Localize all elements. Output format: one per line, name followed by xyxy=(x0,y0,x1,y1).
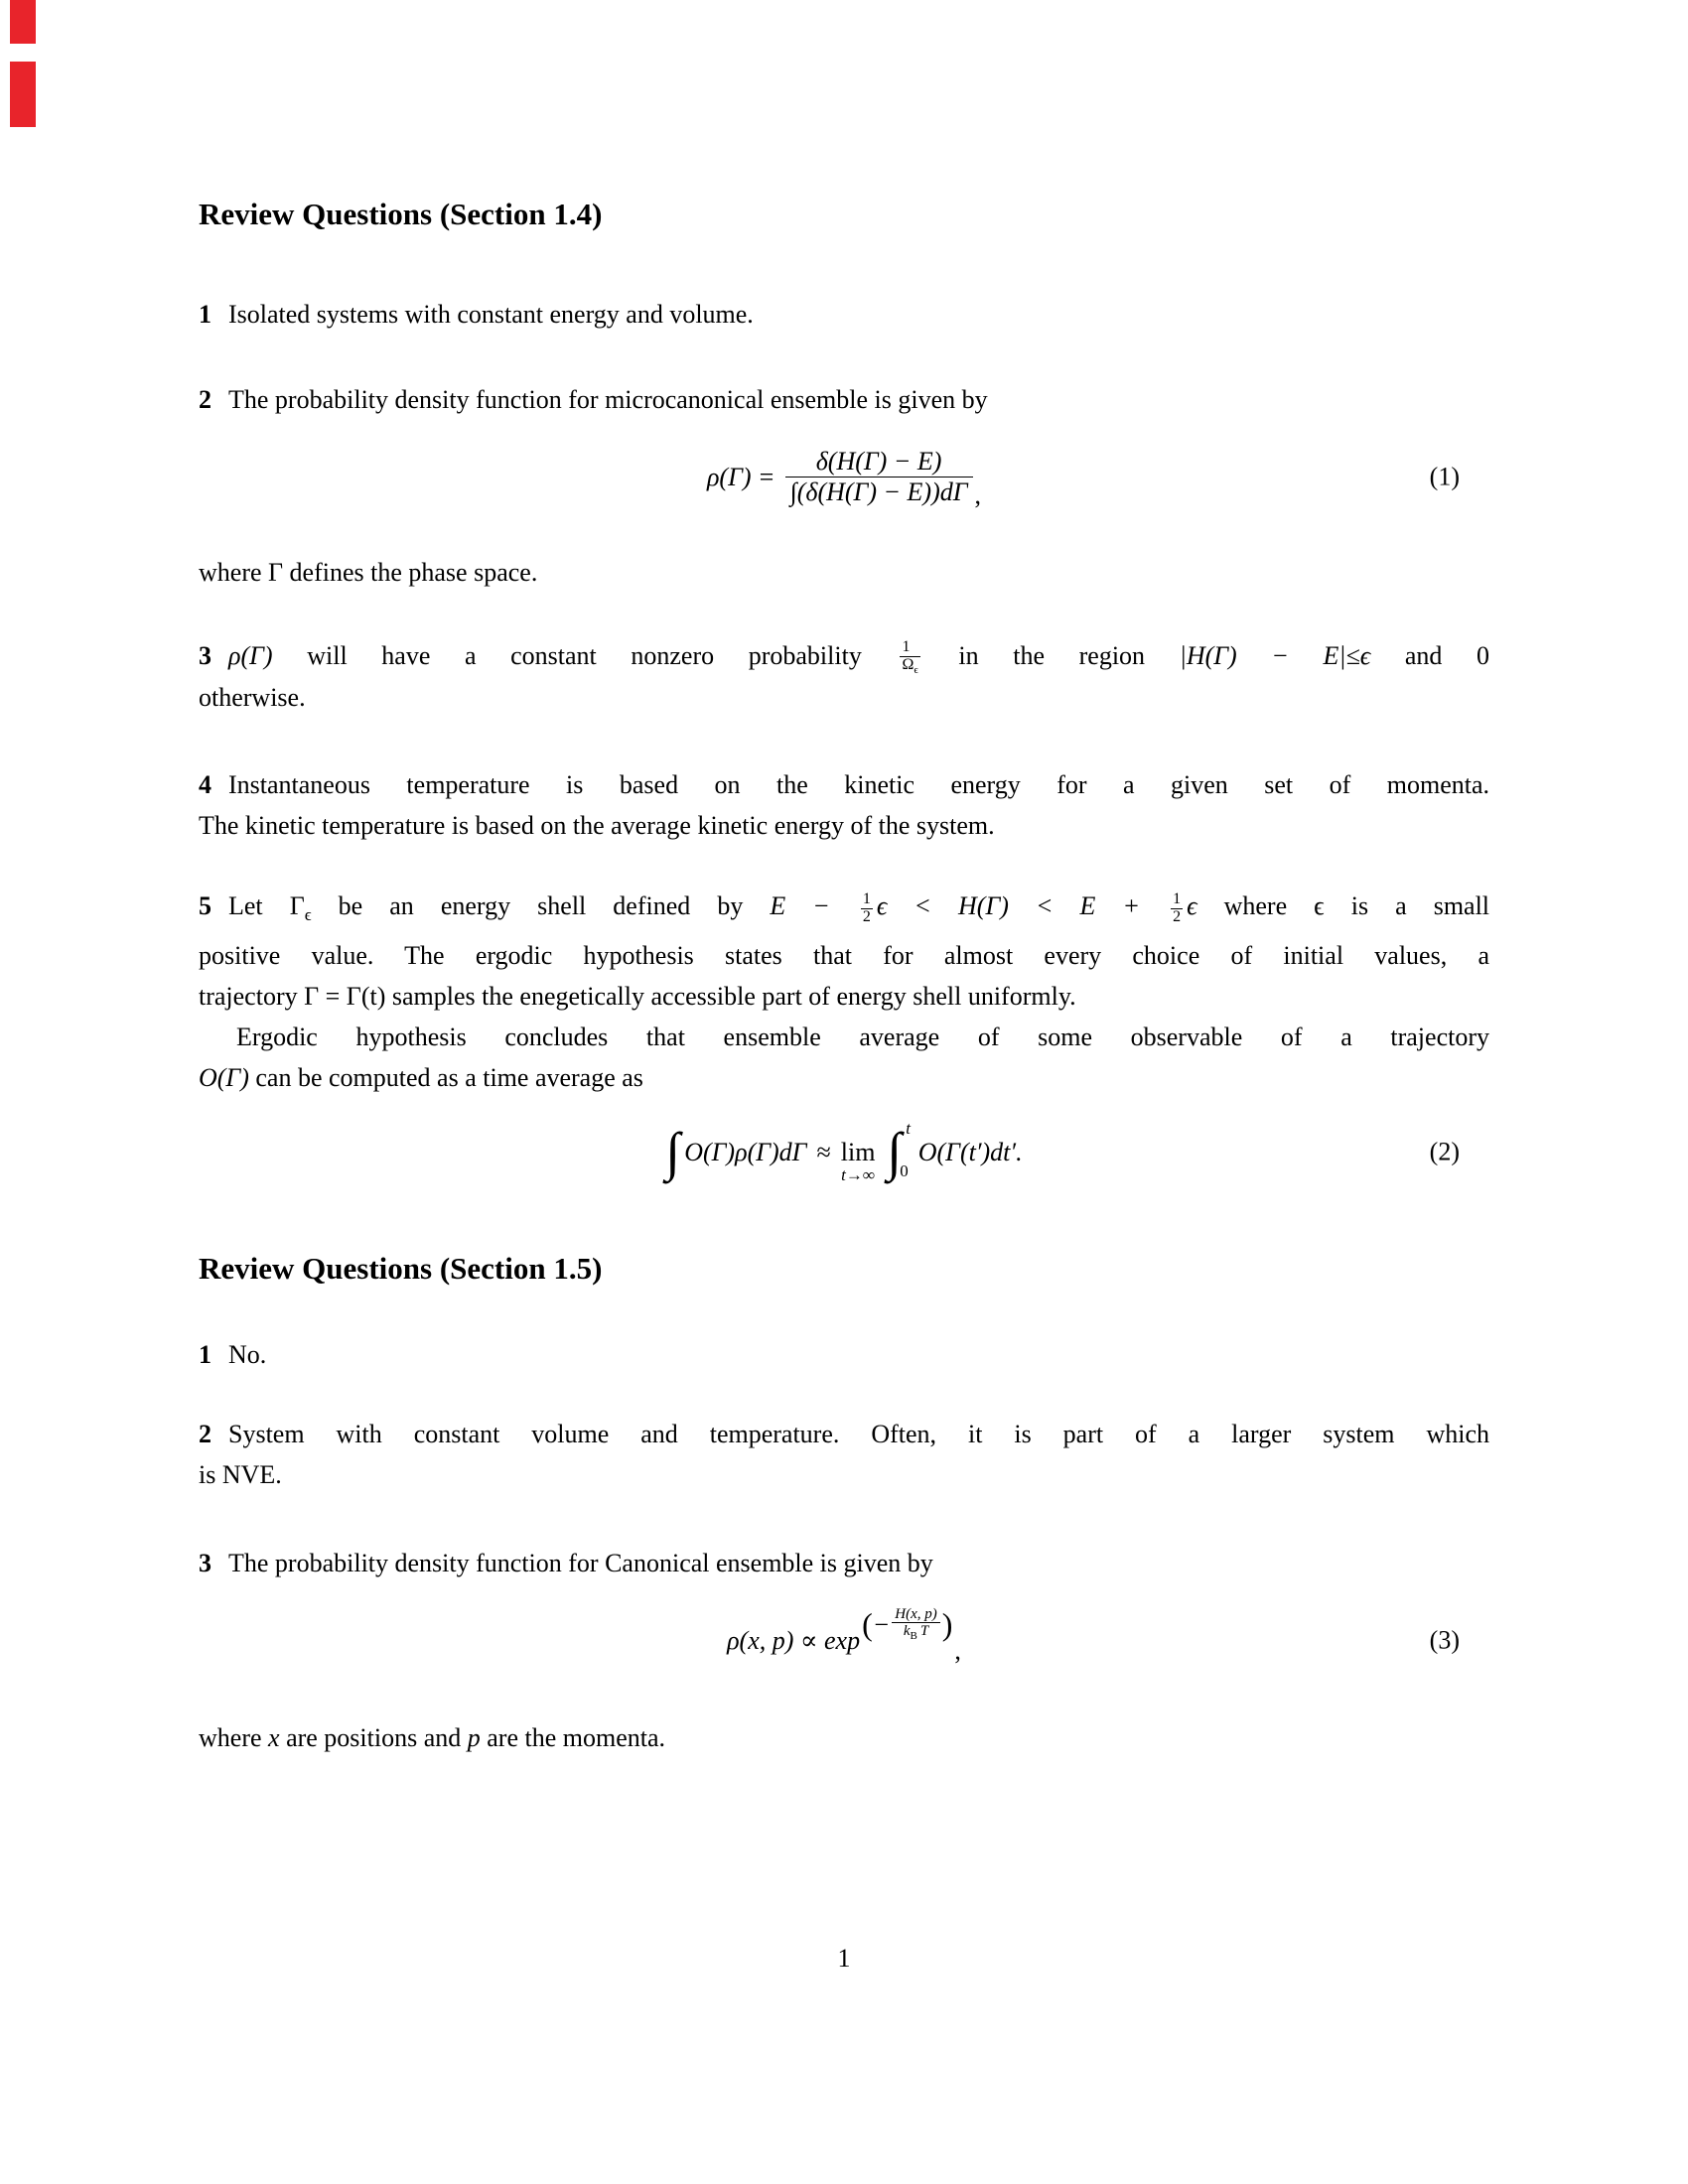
equation-number-2: (2) xyxy=(1429,1137,1460,1166)
math-segment: ϵ < H(Γ) < E + xyxy=(876,891,1141,920)
text-segment: otherwise. xyxy=(199,682,306,712)
math-segment: |H(Γ) − E|≤ϵ xyxy=(1179,641,1371,670)
fraction-numerator: 1 xyxy=(1173,889,1182,907)
text-segment: and 0 xyxy=(1404,641,1490,670)
text-segment: where Γ defines the phase space. xyxy=(199,558,538,587)
question-item-1-5-1 xyxy=(199,1334,1489,1375)
equation-punctuation: , xyxy=(954,1635,961,1665)
question-item-1-4-3 xyxy=(199,635,1489,718)
epsilon-subscript: ϵ xyxy=(914,664,918,677)
question-number: 1 xyxy=(199,300,211,329)
fraction-denominator xyxy=(892,1623,939,1642)
integral-lower-limit: 0 xyxy=(900,1161,909,1180)
question-number: 3 xyxy=(199,641,211,670)
where-clause-1 xyxy=(199,552,1489,593)
fraction-denominator: ∫(δ(H(Γ) − E))dΓ xyxy=(789,477,968,506)
text-segment: The probability density function for microcanonical ensemble is given by xyxy=(228,385,988,414)
approx-symbol: ≈ xyxy=(816,1137,831,1166)
math-segment: O(Γ(t′)dt′. xyxy=(917,1137,1023,1166)
question-item-1-5-2 xyxy=(199,1414,1489,1495)
math-segment: ρ(Γ) xyxy=(228,641,273,670)
fraction-numerator: δ(H(Γ) − E) xyxy=(785,447,973,478)
equation-number-1: (1) xyxy=(1429,462,1460,491)
where-clause-3 xyxy=(199,1717,1489,1758)
question-number: 2 xyxy=(199,1420,211,1448)
question-number: 3 xyxy=(199,1549,211,1577)
section-heading-1-5: Review Questions (Section 1.5) xyxy=(199,1251,603,1286)
question-number: 2 xyxy=(199,385,211,414)
text-segment: The kinetic temperature is based on the average kinetic energy of the system. xyxy=(199,811,995,840)
text-segment: Ergodic hypothesis concludes that ensemble average of some observable of a trajectory xyxy=(236,1023,1489,1052)
math-segment: O(Γ) xyxy=(199,1063,249,1093)
minus-sign: − xyxy=(872,1609,891,1639)
text-segment: are positions and xyxy=(286,1723,462,1752)
question-number: 4 xyxy=(199,770,211,799)
fraction-numerator: H(x, p) xyxy=(892,1606,939,1624)
text-segment: The probability density function for Canonical ensemble is given by xyxy=(228,1549,933,1577)
text-segment: in the region xyxy=(958,641,1146,670)
k-symbol: k xyxy=(903,1623,911,1640)
question-item-1-4-2 xyxy=(199,379,1489,420)
integral-sign: ∫ xyxy=(665,1122,681,1181)
equation-number-3: (3) xyxy=(1429,1625,1460,1655)
text-segment: be an energy shell defined by xyxy=(338,891,744,920)
equation-lhs: ρ(x, p) ∝ exp xyxy=(727,1625,861,1655)
equation-lhs: ρ(Γ) = xyxy=(706,462,775,491)
red-scan-artifact-top xyxy=(10,0,36,44)
equation-2 xyxy=(199,1102,1489,1201)
fraction-denominator: 2 xyxy=(862,907,871,925)
text-segment: positive value. The ergodic hypothesis states that for almost every choice of initial values, a xyxy=(199,941,1489,971)
fraction xyxy=(900,639,919,677)
integral-sign: ∫ xyxy=(887,1122,903,1181)
fraction xyxy=(785,447,973,507)
section-heading-1-4: Review Questions (Section 1.4) xyxy=(199,197,603,231)
temperature-symbol: T xyxy=(919,1623,929,1640)
question-item-1-5-3 xyxy=(199,1543,1489,1583)
integral-limits xyxy=(900,1119,914,1180)
fraction-denominator xyxy=(900,657,919,677)
epsilon-subscript: ϵ xyxy=(304,905,312,925)
question-number: 5 xyxy=(199,891,211,920)
red-scan-artifact-bottom xyxy=(10,62,36,127)
question-item-1-4-5 xyxy=(199,886,1489,1098)
math-segment: p xyxy=(467,1723,481,1752)
equation-punctuation: , xyxy=(974,479,982,509)
page-number: 1 xyxy=(837,1944,851,1973)
exponent-block xyxy=(862,1604,952,1645)
fraction-denominator: 2 xyxy=(1173,907,1182,925)
lim-label: lim xyxy=(840,1138,876,1167)
math-segment: x xyxy=(268,1723,280,1752)
fraction-numerator: 1 xyxy=(862,889,871,907)
text-segment: trajectory Γ = Γ(t) samples the enegetically accessible part of energy shell uniformly. xyxy=(199,982,1076,1012)
fraction xyxy=(892,1606,939,1643)
text-segment: will have a constant nonzero probability xyxy=(307,641,862,670)
text-segment: System with constant volume and temperature. Often, it is part of a larger system which xyxy=(228,1420,1489,1448)
equation-1 xyxy=(199,427,1489,526)
question-item-1-4-4 xyxy=(199,764,1489,846)
text-segment: where xyxy=(199,1723,262,1752)
text-segment: is NVE. xyxy=(199,1460,282,1489)
text-segment: are the momenta. xyxy=(487,1723,666,1752)
question-item-1-4-1 xyxy=(199,294,1489,335)
close-paren: ) xyxy=(941,1606,953,1642)
open-paren: ( xyxy=(862,1606,873,1642)
text-segment: where ϵ is a small xyxy=(1223,891,1490,920)
fraction-numerator: 1 xyxy=(900,639,919,657)
omega-symbol: Ω xyxy=(902,656,914,674)
question-number: 1 xyxy=(199,1340,211,1369)
limit-block xyxy=(841,1139,876,1183)
boltzmann-subscript: B xyxy=(910,1630,917,1643)
fraction xyxy=(861,891,873,926)
math-segment: ϵ xyxy=(1187,891,1197,920)
fraction xyxy=(1171,891,1183,926)
math-segment: O(Γ)ρ(Γ)dΓ xyxy=(684,1137,807,1166)
text-segment: Let Γ xyxy=(228,891,305,920)
text-segment: Instantaneous temperature is based on the kinetic energy for a given set of momenta. xyxy=(228,770,1489,799)
text-segment: Isolated systems with constant energy and volume. xyxy=(228,300,754,329)
integral-upper-limit: t xyxy=(906,1119,911,1138)
limit-subscript: t→∞ xyxy=(841,1164,875,1184)
math-segment: E − xyxy=(770,891,830,920)
equation-3 xyxy=(199,1598,1489,1682)
text-segment: No. xyxy=(228,1340,267,1369)
text-segment: can be computed as a time average as xyxy=(255,1063,643,1093)
